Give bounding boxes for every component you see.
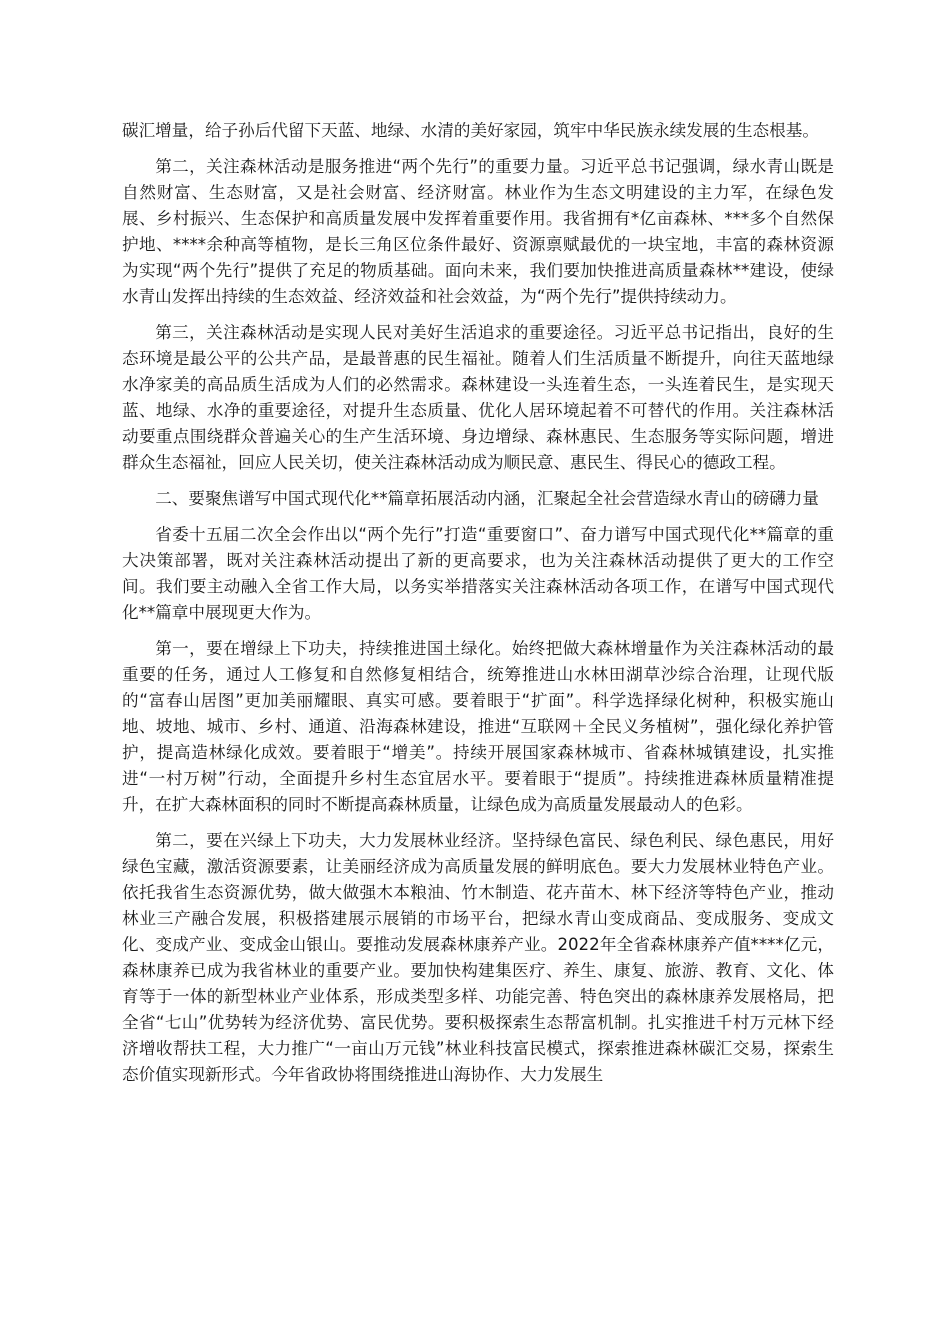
paragraph-provincial-plenary: 省委十五届二次全会作出以“两个先行”打造“重要窗口”、奋力谱写中国式现代化**篇章的重大决策部署，既对关注森林活动提出了新的更高要求，也为关注森林活动提供了更大的工作空间。我们要主动融入全省工作大局，以务实举措落实关注森林活动各项工作，在谱写中国式现代化**篇章中展现更大作为。: [122, 525, 834, 622]
paragraph-third-point-better-life: 第三，关注森林活动是实现人民对美好生活追求的重要途径。习近平总书记指出，良好的生态环境是最公平的公共产品，是最普惠的民生福祉。随着人们生活质量不断提升，向往天蓝地绿水净家美的高品质生活成为人们的必然需求。森林建设一头连着生态，一头连着民生，是实现天蓝、地绿、水净的重要途径，对提升生态质量、优化人居环境起着不可替代的作用。关注森林活动要重点围绕群众普遍关心的生产生活环境、身边增绿、森林惠民、生态服务等实际问题，增进群众生态福祉，回应人民关切，使关注森林活动成为顺民意、惠民生、得民心的德政工程。: [122, 323, 834, 472]
paragraph-first-greening: 第一，要在增绿上下功夫，持续推进国土绿化。始终把做大森林增量作为关注森林活动的最重要的任务，通过人工修复和自然修复相结合，统筹推进山水林田湖草沙综合治理，让现代版的“富春山居图”更加美丽耀眼、真实可感。要着眼于“扩面”。科学选择绿化树种，积极实施山地、坡地、城市、乡村、通道、沿海森林建设，推进“互联网＋全民义务植树”，强化绿化养护管护，提高造林绿化成效。要着眼于“增美”。持续开展国家森林城市、省森林城镇建设，扎实推进“一村万树”行动，全面提升乡村生态宜居水平。要着眼于“提质”。持续推进森林质量精准提升，在扩大森林面积的同时不断提高森林质量，让绿色成为高质量发展最动人的色彩。: [122, 639, 834, 814]
paragraph-second-point-two-firsts: 第二，关注森林活动是服务推进“两个先行”的重要力量。习近平总书记强调，绿水青山既是自然财富、生态财富，又是社会财富、经济财富。林业作为生态文明建设的主力军，在绿色发展、乡村振兴、生态保护和高质量发展中发挥着重要作用。我省拥有*亿亩森林、***多个自然保护地、****余种高等植物，是长三角区位条件最好、资源禀赋最优的一块宝地，丰富的森林资源为实现“两个先行”提供了充足的物质基础。面向未来，我们要加快推进高质量森林**建设，使绿水青山发挥出持续的生态效益、经济效益和社会效益，为“两个先行”提供持续动力。: [122, 157, 834, 306]
section-heading-two: 二、要聚焦谱写中国式现代化**篇章拓展活动内涵，汇聚起全社会营造绿水青山的磅礴力量: [155, 489, 819, 508]
paragraph-second-forestry-economy: 第二，要在兴绿上下功夫，大力发展林业经济。坚持绿色富民、绿色利民、绿色惠民，用好绿色宝藏，激活资源要素，让美丽经济成为高质量发展的鲜明底色。要大力发展林业特色产业。依托我省生态资源优势，做大做强木本粮油、竹木制造、花卉苗木、林下经济等特色产业，推动林业三产融合发展，积极搭建展示展销的市场平台，把绿水青山变成商品、变成服务、变成文化、变成产业、变成金山银山。要推动发展森林康养产业。2022年全省森林康养产值****亿元，森林康养已成为我省林业的重要产业。要加快构建集医疗、养生、康复、旅游、教育、文化、体育等于一体的新型林业产业体系，形成类型多样、功能完善、特色突出的森林康养发展格局，把全省“七山”优势转为经济优势、富民优势。要积极探索生态帮富机制。扎实推进千村万元林下经济增收帮扶工程，大力推广“一亩山万元钱”林业科技富民模式，探索推进森林碳汇交易，探索生态价值实现新形式。今年省政协将围绕推进山海协作、大力发展生: [122, 831, 834, 1084]
paragraph-continuation: 碳汇增量，给子孙后代留下天蓝、地绿、水清的美好家园，筑牢中华民族永续发展的生态根基。: [122, 121, 819, 140]
document-page: [122, 118, 834, 1098]
